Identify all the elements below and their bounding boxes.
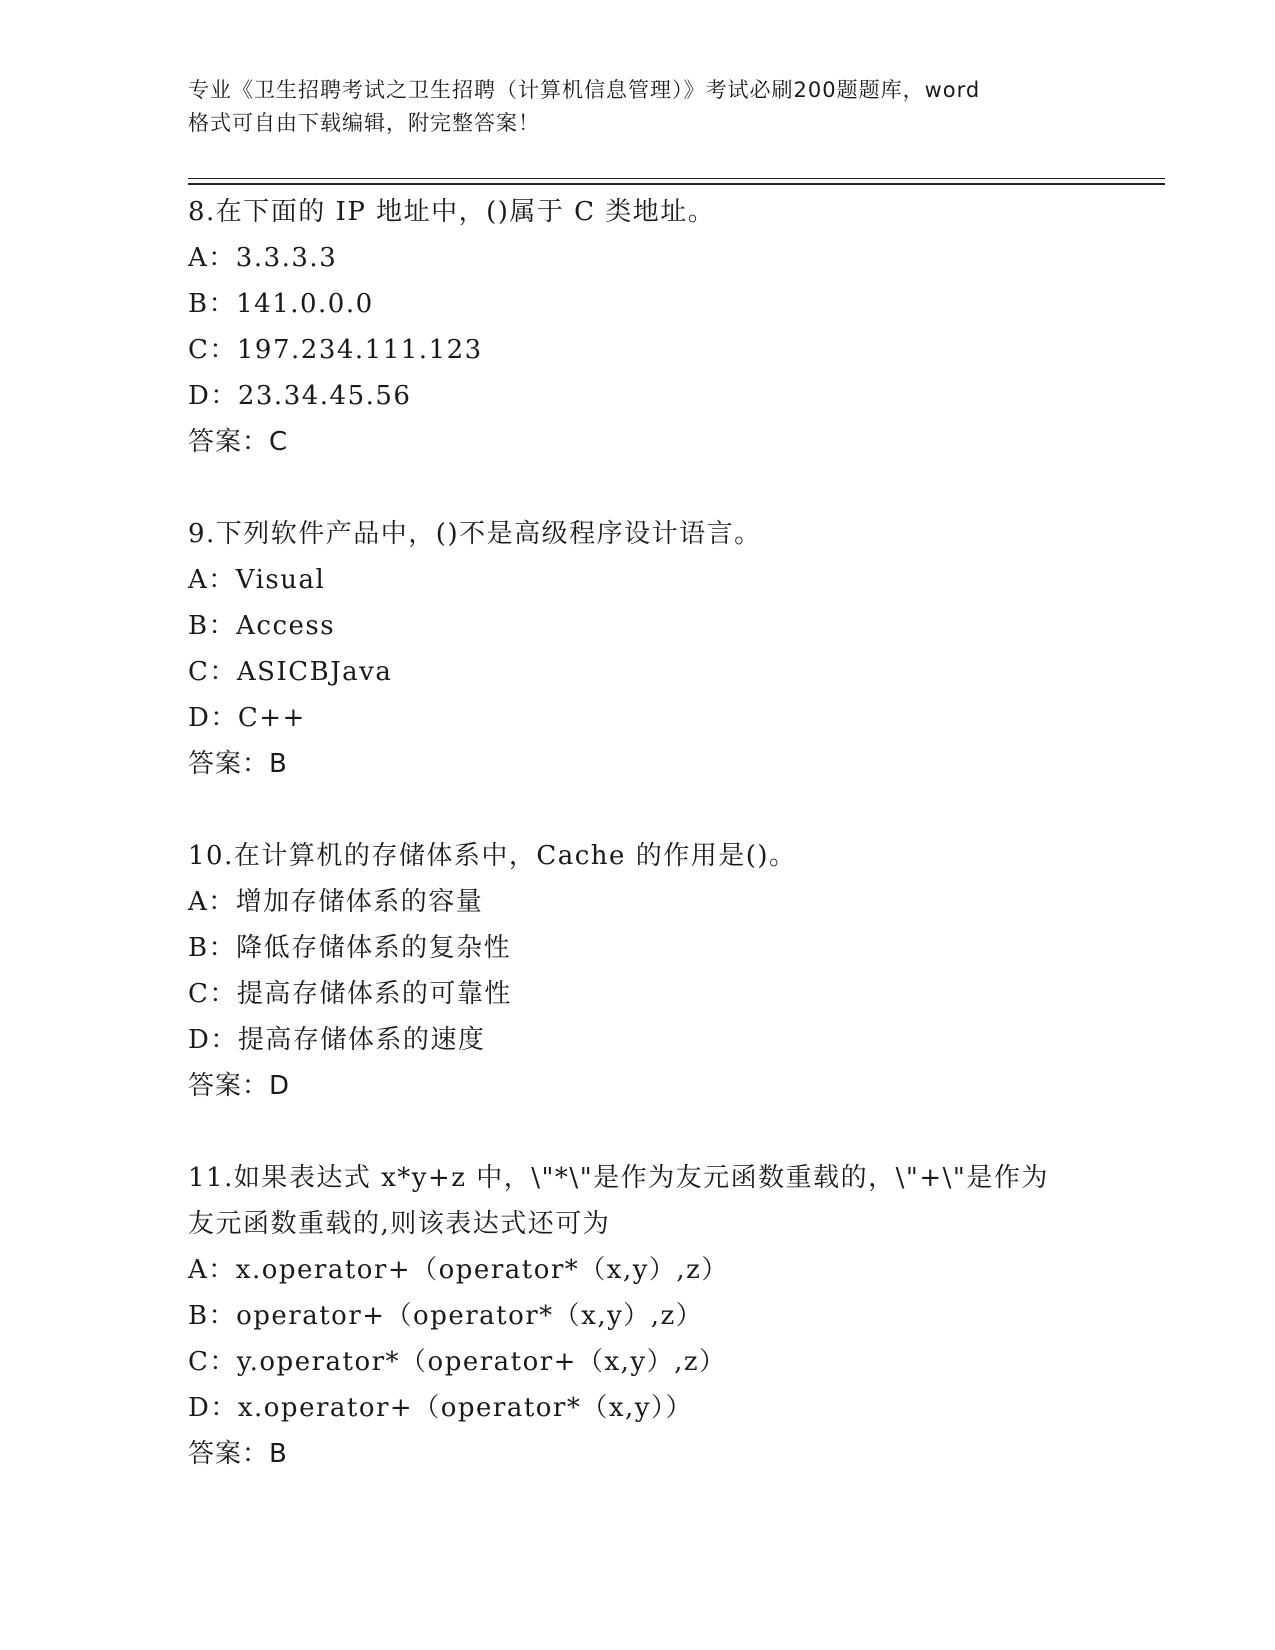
option-b: B：降低存储体系的复杂性: [188, 933, 512, 963]
question-11: [188, 1155, 1088, 1477]
question-stem: 11.如果表达式 x*y+z 中，\"*\"是作为友元函数重载的，\"+\"是作为友元函数重载的,则该表达式还可为: [188, 1163, 1049, 1239]
option-b: B：Access: [188, 611, 336, 641]
question-list: [188, 189, 1088, 1523]
answer-label: 答案：B: [188, 1439, 288, 1469]
option-d: D：C++: [188, 703, 306, 733]
option-a: A：Visual: [188, 565, 326, 595]
option-d: D：23.34.45.56: [188, 381, 412, 411]
header-divider-thin: [188, 178, 1165, 179]
header-divider-thick: [188, 183, 1165, 185]
document-header: [188, 74, 1088, 140]
option-d: D：x.operator+（operator*（x,y））: [188, 1393, 693, 1423]
answer-label: 答案：B: [188, 749, 288, 779]
question-stem: 10.在计算机的存储体系中，Cache 的作用是()。: [188, 841, 797, 871]
header-line-1: 专业《卫生招聘考试之卫生招聘（计算机信息管理）》考试必刷200题题库，word: [188, 78, 981, 102]
question-stem: 8.在下面的 IP 地址中，()属于 C 类地址。: [188, 197, 716, 227]
question-stem: 9.下列软件产品中，()不是高级程序设计语言。: [188, 519, 762, 549]
answer-label: 答案：C: [188, 427, 289, 457]
option-b: B：operator+（operator*（x,y）,z）: [188, 1301, 704, 1331]
answer-label: 答案：D: [188, 1071, 291, 1101]
header-line-2: 格式可自由下载编辑，附完整答案！: [188, 111, 540, 135]
option-c: C：提高存储体系的可靠性: [188, 979, 512, 1009]
question-10: [188, 833, 1088, 1109]
option-c: C：y.operator*（operator+（x,y）,z）: [188, 1347, 727, 1377]
option-d: D：提高存储体系的速度: [188, 1025, 486, 1055]
option-c: C：ASICBJava: [188, 657, 393, 687]
option-b: B：141.0.0.0: [188, 289, 374, 319]
option-a: A：增加存储体系的容量: [188, 887, 484, 917]
question-9: [188, 511, 1088, 787]
option-a: A：3.3.3.3: [188, 243, 338, 273]
option-c: C：197.234.111.123: [188, 335, 483, 365]
option-a: A：x.operator+（operator*（x,y）,z）: [188, 1255, 729, 1285]
question-8: [188, 189, 1088, 465]
